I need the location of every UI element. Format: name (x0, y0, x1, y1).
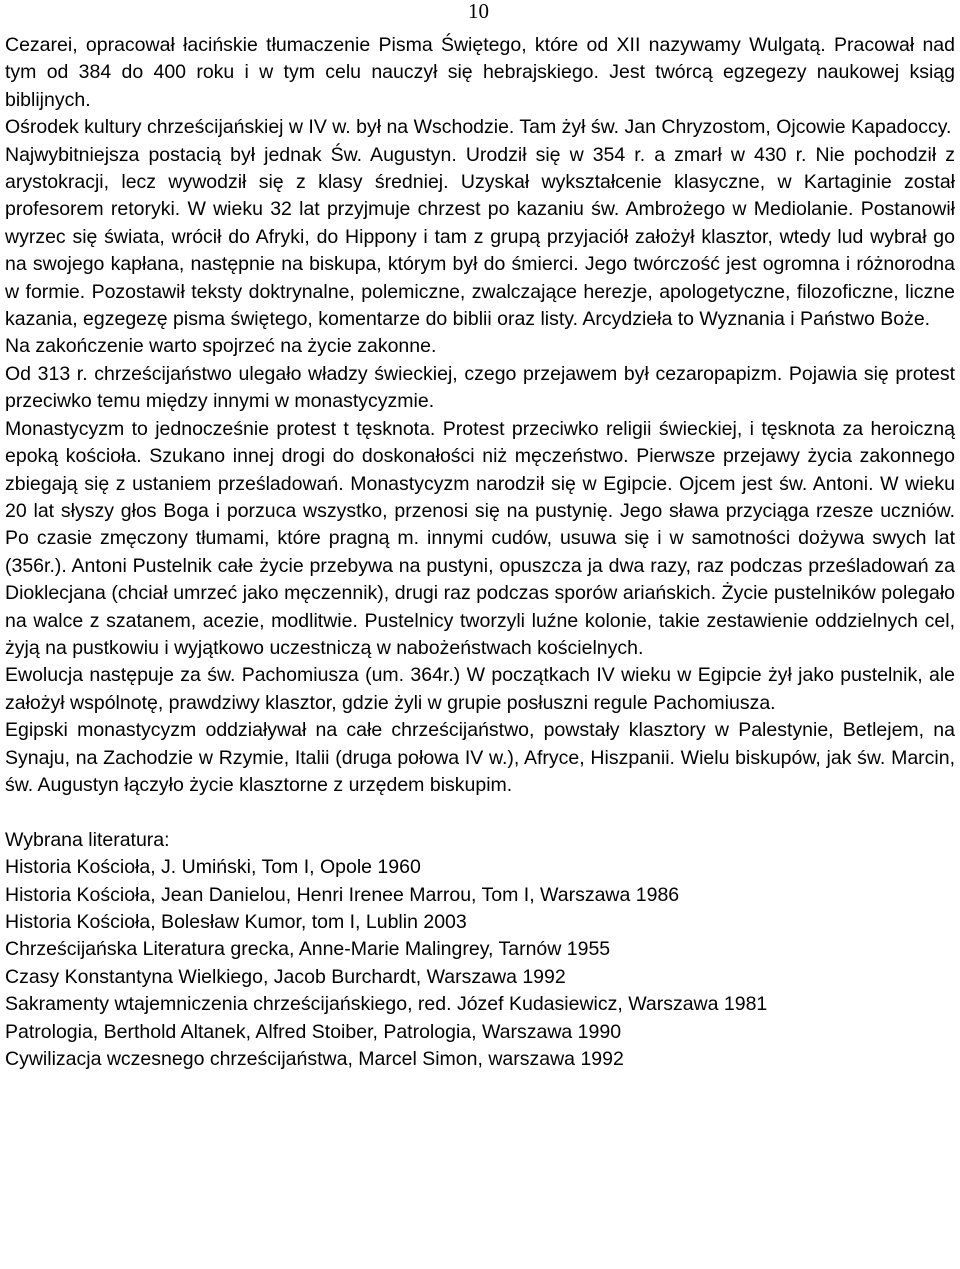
paragraph-caesaropapism: Od 313 r. chrześcijaństwo ulegało władzy świeckiej, czego przejawem był cezaropapizm. Pojawia się protest przeciwko temu między innymi w monastycyzmie. (5, 362, 955, 413)
literature-item: Sakramenty wtajemniczenia chrześcijańskiego, red. Józef Kudasiewicz, Warszawa 1981 (5, 993, 768, 1016)
paragraph-east-culture: Ośrodek kultury chrześcijańskiej w IV w. był na Wschodzie. Tam żył św. Jan Chryzostom, Ojcowie Kapadoccy. (5, 116, 952, 139)
paragraph-pachomius: Ewolucja następuje za św. Pachomiusza (um. 364r.) W początkach IV wieku w Egipcie żył jako pustelnik, ale założył wspólnotę, prawdziwy klasztor, gdzie żyli w grupie posłuszni regule Pachomiusza. (5, 664, 955, 714)
paragraph-egyptian-monasticism: Egipski monastycyzm oddziaływał na całe chrześcijaństwo, powstały klasztory w Palestynie, Betlejem, na Synaju, na Zachodzie w Rzymie, Italii (druga połowa IV w.), Afryce, Hiszpanii. Wielu biskupów, jak św. Marcin, św. Augustyn łączyło życie klasztorne z urzędem biskupim. (5, 719, 955, 796)
literature-item: Patrologia, Berthold Altanek, Alfred Stoiber, Patrologia, Warszawa 1990 (5, 1020, 622, 1043)
literature-list (5, 854, 955, 1073)
paragraph-monasticism: Monastycyzm to jednocześnie protest t tęsknota. Protest przeciwko religii świeckiej, i tęsknota za heroiczną epoką kościoła. Szukano innej drogi do doskonałości niż męczeństwo. Pierwsze przejawy życia zakonnego zbiegają się z ustaniem prześladowań. Monastycyzm narodził się w Egipcie. Ojcem jest św. Antoni. W wieku 20 lat słyszy głos Boga i porzuca wszystko, przenosi się na pustynię. Jego sława przyciąga rzesze uczniów. Po czasie zmęczony tłumami, które pragną m. innymi cudów, usuwa się i w samotności dożywa swych lat (356r.). Antoni Pustelnik całe życie przebywa na pustyni, opuszcza ja dwa razy, raz podczas prześladowań za Dioklecjana (chciał umrzeć jako męczennik), drugi raz podczas sporów ariańskich. Życie pustelników polegało na walce z szatanem, acezie, modlitwie. Pustelnicy tworzyli luźne kolonie, takie zestawienie oddzielnych cel, żyją na pustkowiu i wyjątkowo uczestniczą w nabożeństwach kościelnych. (5, 417, 955, 659)
literature-heading: Wybrana literatura: (5, 828, 170, 851)
literature-item: Historia Kościoła, Bolesław Kumor, tom I, Lublin 2003 (5, 910, 467, 933)
literature-item: Historia Kościoła, Jean Danielou, Henri Irenee Marrou, Tom I, Warszawa 1986 (5, 883, 680, 906)
paragraph-monastic-intro: Na zakończenie warto spojrzeć na życie zakonne. (5, 335, 437, 358)
literature-item: Chrześcijańska Literatura grecka, Anne-Marie Malingrey, Tarnów 1955 (5, 938, 611, 961)
literature-item: Cywilizacja wczesnego chrześcijaństwa, Marcel Simon, warszawa 1992 (5, 1048, 624, 1071)
paragraph-jerome: Cezarei, opracował łacińskie tłumaczenie Pisma Świętego, które od XII nazywamy Wulgatą. Pracował nad tym od 384 do 400 roku i w tym celu nauczył się hebrajskiego. Jest twórcą egzegezy naukowej ksiąg biblijnych. (5, 34, 955, 111)
literature-item: Historia Kościoła, J. Umiński, Tom I, Opole 1960 (5, 856, 421, 879)
literature-item: Czasy Konstantyna Wielkiego, Jacob Burchardt, Warszawa 1992 (5, 965, 566, 988)
paragraph-augustine: Najwybitniejsza postacią był jednak Św. Augustyn. Urodził się w 354 r. a zmarł w 430 r. Nie pochodził z arystokracji, lecz wywodził się z klasy średniej. Uzyskał wykształcenie klasyczne, w Kartaginie został profesorem retoryki. W wieku 32 lat przyjmuje chrzest po kazaniu św. Ambrożego w Mediolanie. Postanowił wyrzec się świata, wrócił do Afryki, do Hippony i tam z grupą przyjaciół założył klasztor, wtedy lud wybrał go na swojego kapłana, następnie na biskupa, którym był do śmierci. Jego twórczość jest ogromna i różnorodna w formie. Pozostawił teksty doktrynalne, polemiczne, zwalczające herezje, apologetyczne, filozoficzne, liczne kazania, egzegezę pisma świętego, komentarze do biblii oraz listy. Arcydzieła to Wyznania i Państwo Boże. (5, 143, 955, 331)
spacer (5, 799, 955, 826)
page-number: 10 (468, 0, 489, 23)
